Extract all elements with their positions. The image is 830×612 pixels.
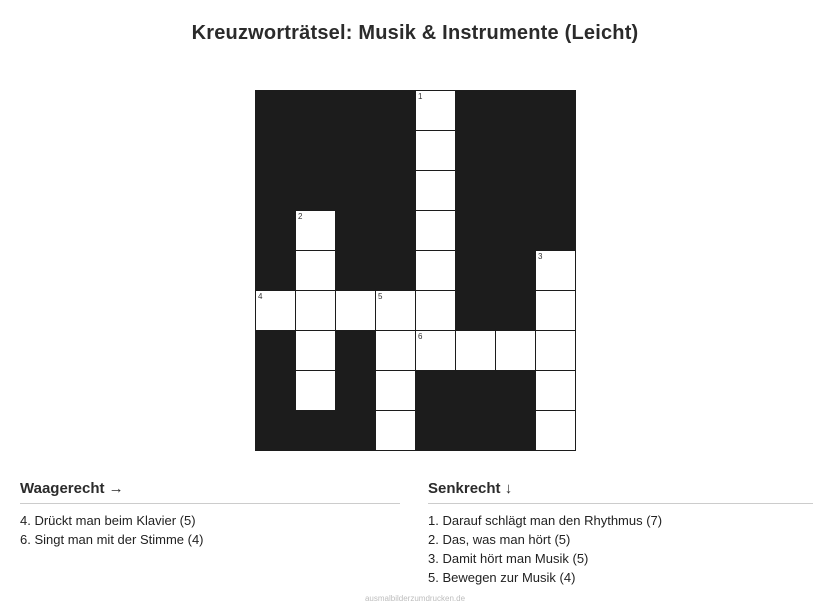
crossword-block-cell [256,211,296,251]
crossword-row [256,331,576,371]
crossword-letter-cell[interactable] [536,251,576,291]
crossword-table [255,90,576,451]
crossword-block-cell [456,211,496,251]
crossword-letter-cell[interactable] [376,371,416,411]
crossword-block-cell [336,211,376,251]
crossword-letter-cell[interactable] [416,171,456,211]
crossword-letter-cell[interactable] [296,291,336,331]
crossword-letter-cell[interactable] [296,331,336,371]
crossword-block-cell [456,91,496,131]
crossword-block-cell [496,131,536,171]
crossword-row [256,131,576,171]
clue-item: 6. Singt man mit der Stimme (4) [20,532,204,547]
crossword-row [256,291,576,331]
crossword-body [256,91,576,451]
crossword-block-cell [496,411,536,451]
crossword-block-cell [376,131,416,171]
crossword-block-cell [496,371,536,411]
crossword-block-cell [256,251,296,291]
crossword-letter-cell[interactable] [456,331,496,371]
crossword-letter-cell[interactable] [296,371,336,411]
crossword-clue-number: 6 [418,332,423,341]
crossword-letter-cell[interactable] [376,411,416,451]
crossword-block-cell [456,251,496,291]
across-clues-column [20,480,400,550]
crossword-letter-cell[interactable] [416,131,456,171]
crossword-row [256,91,576,131]
footer-watermark: ausmalbilderzumdrucken.de [364,594,466,603]
crossword-letter-cell[interactable] [376,331,416,371]
down-heading: Senkrecht ↓ [428,480,813,504]
crossword-block-cell [456,291,496,331]
crossword-letter-cell[interactable] [416,291,456,331]
crossword-block-cell [336,411,376,451]
crossword-block-cell [416,411,456,451]
crossword-clue-number: 2 [298,212,303,221]
crossword-block-cell [256,371,296,411]
crossword-block-cell [256,131,296,171]
crossword-block-cell [456,371,496,411]
crossword-letter-cell[interactable] [256,291,296,331]
crossword-letter-cell[interactable] [416,91,456,131]
crossword-clue-number: 3 [538,252,543,261]
crossword-block-cell [296,411,336,451]
page-title: Kreuzworträtsel: Musik & Instrumente (Leicht) [191,22,639,44]
crossword-block-cell [376,251,416,291]
crossword-letter-cell[interactable] [376,291,416,331]
crossword-letter-cell[interactable] [416,251,456,291]
clue-item: 4. Drückt man beim Klavier (5) [20,513,196,528]
crossword-block-cell [256,331,296,371]
crossword-row [256,371,576,411]
crossword-block-cell [256,411,296,451]
crossword-letter-cell[interactable] [536,411,576,451]
crossword-block-cell [336,131,376,171]
crossword-block-cell [336,171,376,211]
crossword-letter-cell[interactable] [496,331,536,371]
crossword-row [256,171,576,211]
crossword-row [256,251,576,291]
crossword-block-cell [376,171,416,211]
crossword-block-cell [376,91,416,131]
crossword-block-cell [456,131,496,171]
crossword-block-cell [496,251,536,291]
crossword-row [256,411,576,451]
clue-item: 2. Das, was man hört (5) [428,532,571,547]
crossword-letter-cell[interactable] [536,331,576,371]
crossword-letter-cell[interactable] [416,211,456,251]
crossword-block-cell [496,171,536,211]
crossword-block-cell [376,211,416,251]
crossword-letter-cell[interactable] [296,251,336,291]
crossword-grid [255,90,576,451]
crossword-row [256,211,576,251]
crossword-block-cell [496,291,536,331]
crossword-clue-number: 4 [258,292,263,301]
down-clue-list [428,512,813,587]
crossword-block-cell [416,371,456,411]
crossword-clue-number: 1 [418,92,423,101]
across-heading: Waagerecht → [20,480,400,504]
crossword-block-cell [536,211,576,251]
crossword-block-cell [336,91,376,131]
crossword-block-cell [536,91,576,131]
crossword-block-cell [536,131,576,171]
crossword-block-cell [256,171,296,211]
crossword-block-cell [336,251,376,291]
crossword-block-cell [496,91,536,131]
crossword-letter-cell[interactable] [416,331,456,371]
crossword-block-cell [256,91,296,131]
clue-item: 1. Darauf schlägt man den Rhythmus (7) [428,513,663,528]
crossword-block-cell [456,171,496,211]
crossword-block-cell [296,91,336,131]
clue-item: 5. Bewegen zur Musik (4) [428,570,576,585]
crossword-block-cell [536,171,576,211]
crossword-block-cell [336,331,376,371]
crossword-letter-cell[interactable] [336,291,376,331]
crossword-letter-cell[interactable] [536,371,576,411]
crossword-letter-cell[interactable] [296,211,336,251]
down-clues-column [428,480,813,588]
crossword-block-cell [296,131,336,171]
crossword-block-cell [336,371,376,411]
crossword-clue-number: 5 [378,292,383,301]
across-clue-list [20,512,400,549]
crossword-block-cell [296,171,336,211]
crossword-letter-cell[interactable] [536,291,576,331]
crossword-block-cell [496,211,536,251]
crossword-block-cell [456,411,496,451]
clue-item: 3. Damit hört man Musik (5) [428,551,589,566]
